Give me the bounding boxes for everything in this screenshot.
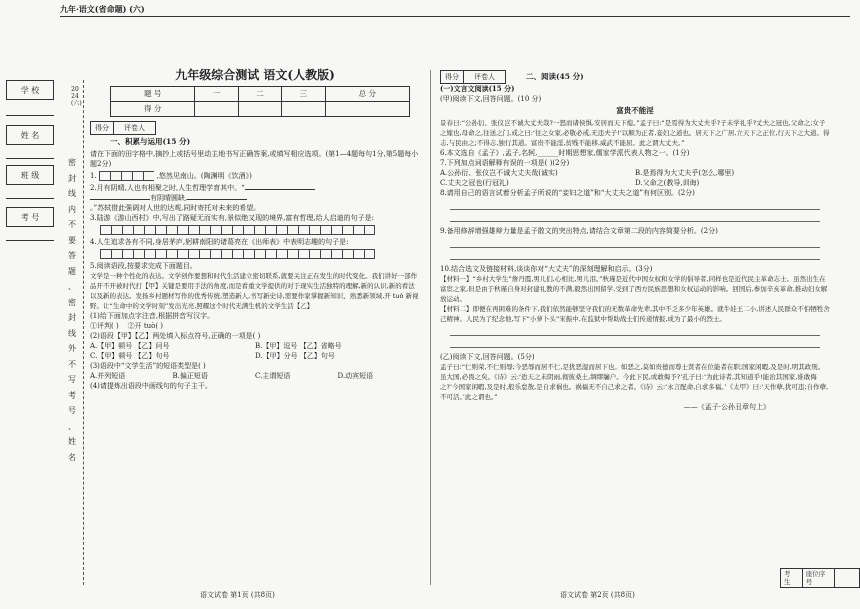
option[interactable]: D.动宾短语 [337, 372, 374, 380]
sub-section-1: (一)文言文阅读(15 分) [440, 84, 515, 93]
q5-1-text: (1)给下面加点字注音,根据拼音写汉字。 [90, 312, 215, 320]
option[interactable]: A.【甲】顿号 【乙】问号 [90, 342, 170, 350]
q5-3-options [90, 371, 420, 381]
q1-text: ,悠然见南山。(陶渊明《饮酒》) [156, 172, 252, 180]
q8-answer-line[interactable] [450, 198, 820, 210]
score-table [110, 86, 410, 117]
text-title: 富贵不能淫 [616, 106, 654, 115]
sub-section-1a: (甲)阅读下文,回答问题。(10 分) [440, 95, 542, 103]
page-1 [90, 70, 420, 391]
exam-title: 九年级综合测试 语文(人教版) [175, 68, 335, 82]
q8-answer-line[interactable] [450, 210, 820, 222]
q2-text: 2.月有阴晴,人也有相聚之时,人生哲理学育其中。“ [90, 183, 420, 193]
score-cell[interactable] [282, 102, 325, 117]
score-cell[interactable] [195, 102, 238, 117]
school-line [6, 115, 54, 116]
header-rule [60, 16, 850, 17]
score-label-cell: 得 分 [111, 102, 195, 117]
score-header-cell: 总 分 [325, 87, 409, 102]
material-1: 【材料一】“乡村大学生”詹丹霞,男儿们,心相比,男儿泪。”秋瑾是近代中国女权和女学的倡导者,同样也是近代民主革命志士。虽然出生在富宦之家,但是由于秋瑾自身对封建礼教的不满,毅然出国留学,受到了西方民族思想和女权运动的影响。回国后,参加辛亥革命,推动妇女解放运动。 [440, 275, 828, 303]
q3-answer-grid[interactable] [100, 225, 420, 235]
option[interactable]: B.偏正短语 [172, 372, 208, 380]
q10-text: 10.结合选文及链接材料,谈谈你对“大丈夫”的深刻理解和启示。(3分) [440, 265, 653, 273]
score-header-cell: 题 号 [111, 87, 195, 102]
option[interactable]: D.【甲】分号 【乙】句号 [255, 352, 335, 360]
seal-dash-line [83, 80, 84, 585]
q5-1-items: ①评判( ) ②开 tuò( ) [90, 322, 164, 330]
q5-3-text: (3)语段中“文学生活”的短语类型是( ) [90, 362, 206, 370]
option[interactable]: C.【甲】顿号 【乙】句号 [90, 352, 170, 360]
page-2-footer: 语文试卷 第2页 (共8页) [560, 591, 635, 599]
q2-text-b: 有阴晴圆缺, [90, 193, 420, 203]
option[interactable]: B.【甲】逗号 【乙】省略号 [255, 342, 342, 350]
year-label: 2024(六) [71, 86, 82, 107]
scorer-box-2: 得分 评卷人 [440, 70, 506, 84]
q5-2-options [90, 341, 420, 361]
exam-number-field[interactable]: 考 号 [6, 207, 54, 227]
sub-section-2: (乙)阅读下文,回答问题。(5分) [440, 353, 535, 361]
passage-source: ——《孟子·公孙丑章句上》 [683, 403, 770, 411]
q2-text-c: 。”苏轼借此强调对人世的达观,同时寄托对未来的希望。 [90, 204, 261, 212]
q4-answer-grid[interactable] [100, 249, 420, 259]
seat-number-box: 考 生 座位序号 [780, 568, 860, 588]
q7-text: 7.下列加点词语解释有误的一项是( )(2分) [440, 159, 570, 167]
q10-answer-line[interactable] [450, 336, 820, 348]
q3-text: 3.陆游《游山西村》中,写出了路疑无而实有,景似绝又现的境界,富有哲理,给人启迪的句子是: [90, 214, 374, 222]
name-line [6, 158, 54, 159]
option[interactable]: D.父命之(教导,训诲) [635, 179, 700, 187]
q8-text: 8.请用自己的语言试着分析孟子所说的“妾妇之道”和“大丈夫之道”有何区别。(2分) [440, 189, 695, 197]
q1-answer-grid[interactable]: 1. ,悠然见南山。(陶渊明《饮酒》) [90, 172, 252, 180]
option[interactable]: A.并列短语 [90, 372, 126, 380]
option[interactable]: A.公孙衍、张仪岂不诚大丈夫哉(诚实) [440, 169, 558, 177]
seal-line-text: 密 封 线 内 不 要 答 题 、 密 封 线 外 不 写 考 号 、 姓 名 [68, 158, 76, 462]
section-1-title: 一、积累与运用(15 分) [110, 137, 191, 146]
q9-answer-line[interactable] [450, 236, 820, 248]
q10-answer-line[interactable] [450, 324, 820, 336]
q9-text: 9.备用修辞增强雄辩力量是孟子散文的突出特点,请结合文章第二段的内容简要分析。(2分) [440, 227, 718, 235]
q5-passage: 文学是一种个性化的表达。文学创作要想和时代生活建立密切联系,就要关注正在发生的时代变化。我们讲好一部作品开不开被时代打【甲】关键是要用手法的角度,而是看重文学提供的对于现实生活独特的理解,新的认识,新的看法以及新的表达。发扬乡村题材写作的优秀传统,塑造新人,书写新史诗,需要作家掌握新知识、熟悉新领域,开 tuò 新视野。让“生命中的文学时刻”发出光亮,照耀这个时代无满生机的文学生活【乙】 [90, 272, 419, 310]
q7-options [440, 168, 830, 188]
material-2: 【材料二】即便在再困难的条件下,我们依然能够坚守我们的无数革命先辈,其中不乏多少年英雄。就牛娃王二小,讲述人民群众不怕牺牲舍己精神。人民为了纪念他,写下“小萝卜头”宋振中,在监狱中帮助战士们传递情报,成为了最小的烈士。 [440, 305, 830, 323]
page-2 [440, 70, 830, 412]
q5-2-text: (2)语段【甲】【乙】两处填入标点符号,正确的一项是( ) [90, 332, 261, 340]
q9-answer-line[interactable] [450, 248, 820, 260]
page-1-footer: 语文试卷 第1页 (共8页) [200, 591, 275, 599]
classical-passage: 景春曰:“公孙衍、张仪岂不诚大丈夫哉?一怒而诸侯惧,安居而天下熄。”孟子曰:“是焉得为大丈夫乎?子未学礼乎?丈夫之冠也,父命之;女子之嫁也,母命之,往送之门,戒之曰:‘往之女家,必敬必戒,无违夫子!’以顺为正者,妾妇之道也。居天下之广居,立天下之正位,行天下之大道。得志,与民由之;不得志,独行其道。富贵不能淫,贫贱不能移,威武不能屈。此之谓大丈夫。” [440, 119, 830, 147]
q5-text: 5.阅读语段,按要求完成下面题目。 [90, 262, 197, 270]
score-header-cell: 三 [282, 87, 325, 102]
exam-number-line [6, 240, 54, 241]
seat-number-input[interactable] [835, 569, 859, 587]
q4-text: 4.人生追求各有不同,身居茅庐,躬耕南阳的诸葛亮在《出师表》中表明志趣的句子是: [90, 238, 349, 246]
score-header-cell: 一 [195, 87, 238, 102]
score-cell[interactable] [238, 102, 281, 117]
school-field[interactable]: 学 校 [6, 80, 54, 100]
q2-blank-c[interactable] [187, 199, 247, 200]
exam-header: 九年·语文(省命题) (六) [60, 4, 145, 14]
q2-blank[interactable] [245, 189, 315, 190]
class-field[interactable]: 班 级 [6, 165, 54, 185]
score-header-cell: 二 [238, 87, 281, 102]
section-2-title: 二、阅读(45 分) [526, 72, 584, 81]
name-field[interactable]: 姓 名 [6, 125, 54, 145]
q5-4-text: (4)请提炼出语段中画线句的句子主干。 [90, 382, 212, 390]
option[interactable]: B.是焉得为大丈夫乎(怎么,哪里) [635, 169, 735, 177]
scorer-box: 得分 评卷人 [90, 121, 156, 135]
classical-passage-2: 孟子曰:“仁则荣,不仁则辱;今恶辱而居不仁,是犹恶湿而居下也。如恶之,莫如贵德而尊士贤者在位能者在职;国家闲暇,及是时,明其政刑。虽大国,必畏之矣。《诗》云:‘迨天之未阴雨,彻彼桑土,绸缪牖户。今此下民,或敢侮予?’孔子曰:‘为此诗者,其知道乎!能治其国家,谁敢侮之?’今国家闲暇,及是时,般乐怠敖,是自求祸也。祸福无不自己求之者。《诗》云:‘永言配命,自求多福。’《太甲》曰:‘天作孽,犹可违;自作孽,不可活。’此之谓也。” [440, 363, 829, 401]
score-cell[interactable] [325, 102, 409, 117]
q6-text: 6.本文选自《孟子》,孟子,名轲,______时期思想家,儒家学派代表人物之一。(1分) [440, 149, 690, 157]
option[interactable]: C.主谓短语 [255, 372, 291, 380]
option[interactable]: C.丈夫之冠也(行冠礼) [440, 179, 509, 187]
q2-blank-b[interactable] [90, 199, 150, 200]
class-line [6, 198, 54, 199]
binding-margin [0, 70, 90, 590]
instructions: 请在下面的田字格中,摘抄上或括号里动主地书写正确答案,或填写相应选项。(第1—4题每句1分,第5题每小题2分) [90, 150, 419, 168]
page-divider [430, 70, 431, 585]
